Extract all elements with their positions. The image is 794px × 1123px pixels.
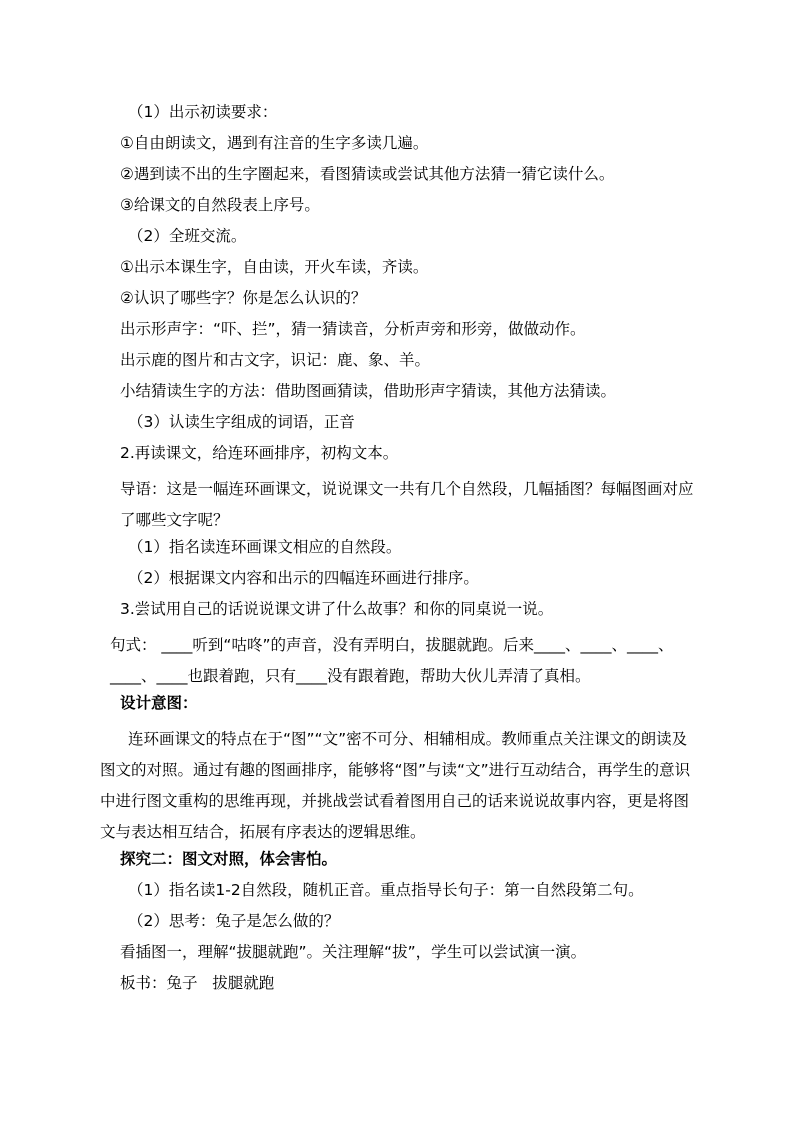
section-2-heading: 2.再读课文，给连环画排序，初构文本。: [120, 444, 399, 462]
design-intent-heading: 设计意图：: [120, 694, 198, 712]
exchange-item-1: ①出示本课生字，自由读，开火车读，齐读。: [120, 258, 429, 276]
explore-two-heading: 探究二：图文对照，体会害怕。: [120, 850, 338, 868]
sort-step-1: （1）指名读连环画课文相应的自然段。: [128, 538, 402, 556]
exchange-item-2: ②认识了哪些字？你是怎么认识的？: [120, 289, 367, 307]
reading-requirement-3: ③给课文的自然段表上序号。: [120, 196, 320, 214]
step-3-heading: （3）认读生字组成的词语，正音: [128, 413, 355, 431]
explore-step-1: （1）指名读1-2自然段，随机正音。重点指导长句子：第一自然段第二句。: [128, 881, 644, 899]
blackboard-note: 板书：兔子 拔腿就跑: [120, 974, 275, 992]
summary-guess-methods: 小结猜读生字的方法：借助图画猜读，借助形声字猜读，其他方法猜读。: [120, 382, 617, 400]
sort-step-2: （2）根据课文内容和出示的四幅连环画进行排序。: [128, 569, 479, 587]
step-2-heading: （2）全班交流。: [128, 227, 247, 245]
guide-paragraph: 导语：这是一幅连环画课文，说说课文一共有几个自然段，几幅插图？每幅图画对应了哪些文字呢？: [120, 480, 694, 529]
sentence-pattern: 句式： ____听到“咕咚”的声音，没有弄明白，拔腿就跑。后来____、____、____、____、____也跟着跑，只有____没有跟着跑，帮助大伙儿弄清了真相。: [110, 636, 674, 685]
explore-step-2: （2）思考：兔子是怎么做的？: [128, 912, 340, 930]
reading-requirement-2: ②遇到读不出的生字圈起来，看图猜读或尝试其他方法猜一猜它读什么。: [120, 165, 615, 183]
design-intent-paragraph: 连环画课文的特点在于“图”“文”密不可分、相辅相成。教师重点关注课文的朗读及图文的对照。通过有趣的图画排序，能够将“图”与读“文”进行互动结合，再学生的意识中进行图文重构的思维再现，并挑战尝试看着图用自己的话来说说故事内容，更是将图文与表达相互结合，拓展有序表达的逻辑思维。: [100, 730, 691, 841]
reading-requirement-1: ①自由朗读文，遇到有注音的生字多读几遍。: [120, 134, 429, 152]
section-3-heading: 3.尝试用自己的话说说课文讲了什么故事？和你的同桌说一说。: [120, 600, 554, 618]
illustration-note: 看插图一，理解“拔腿就跑”。关注理解“拔”，学生可以尝试演一演。: [120, 943, 587, 961]
deer-pictograph: 出示鹿的图片和古文字，识记：鹿、象、羊。: [120, 351, 431, 369]
step-1-heading: （1）出示初读要求：: [128, 103, 278, 121]
phonetic-characters: 出示形声字：“吓、拦”，猜一猜读音，分析声旁和形旁，做做动作。: [120, 320, 586, 338]
